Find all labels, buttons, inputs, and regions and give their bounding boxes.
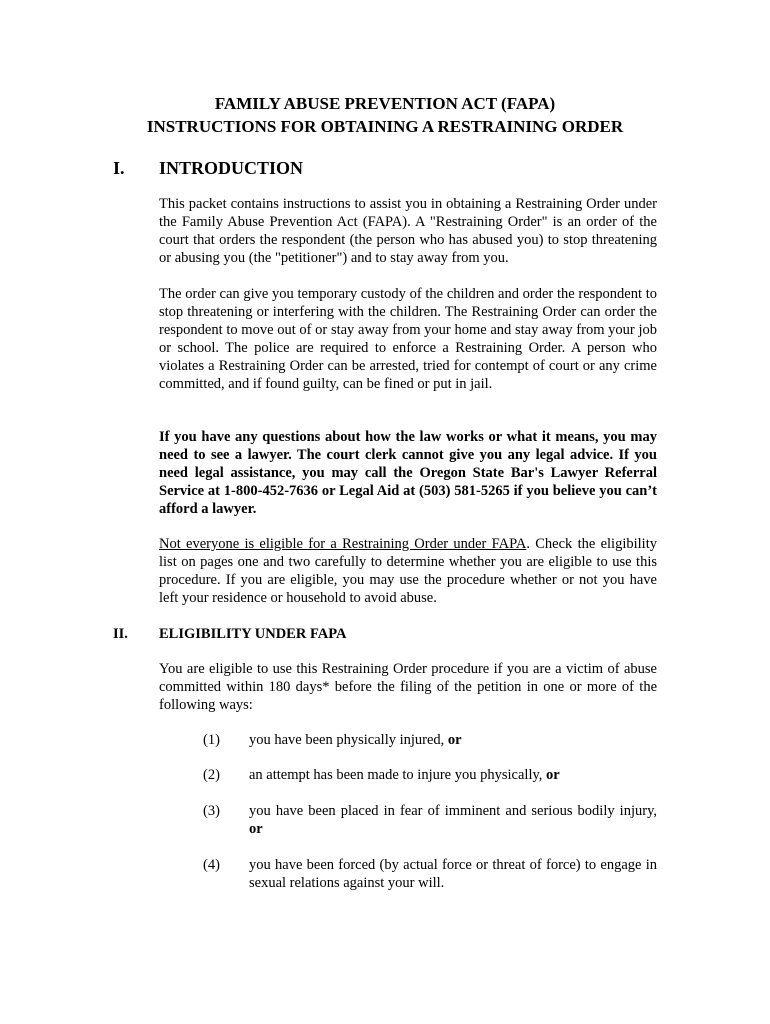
list-item-number: (4): [203, 857, 220, 873]
section-1-number: I.: [113, 158, 125, 178]
intro-paragraph-1: This packet contains instructions to assist you in obtaining a Restraining Order under the Family Abuse Prevention Act (FAPA). A "Restraining Order" is an order of the court that orders the respondent (the person who has abused you) to stop threatening or abusing you (the "petitioner") and to stay away from you.: [159, 196, 657, 266]
intro-paragraph-2: The order can give you temporary custody of the children and order the respondent to stop threatening or interfering with the children. The Restraining Order can order the respondent to move out of or stay away from your home and stay away from your job or school. The police are required to enforce a Restraining Order. A person who violates a Restraining Order can be arrested, tried for contempt of court or any crime committed, and if found guilty, can be fined or put in jail.: [159, 286, 657, 392]
list-item-number: (3): [203, 803, 220, 819]
document-title-line-1: FAMILY ABUSE PREVENTION ACT (FAPA): [214, 94, 556, 113]
list-item: [249, 731, 657, 749]
section-2-number: II.: [113, 626, 128, 642]
list-item-number: (1): [203, 732, 220, 748]
legal-advice-paragraph: If you have any questions about how the law works or what it means, you may need to see a lawyer. The court clerk cannot give you any legal advice. If you need legal assistance, you may call the Oregon State Bar's Lawyer Referral Service at 1-800-452-7636 or Legal Aid at (503) 581-5265 if you believe you can’t afford a lawyer.: [159, 429, 657, 517]
list-item-conjunction: or: [249, 821, 263, 837]
list-item-text: you have been forced (by actual force or threat of force) to engage in sexual relations against your will.: [249, 857, 657, 891]
list-item-conjunction: or: [447, 732, 462, 748]
list-item-text: an attempt has been made to injure you physically,: [249, 767, 547, 783]
eligibility-notice-paragraph: [159, 535, 657, 607]
list-item-text: you have been placed in fear of imminent and serious bodily injury,: [249, 803, 657, 819]
section-2-heading: ELIGIBILITY UNDER FAPA: [159, 626, 347, 642]
eligibility-notice-rest: . Check the eligibility list on pages one and two carefully to determine whether you are eligible to use this procedure. If you are eligible, you may use the procedure whether or not you have left your residence or household to avoid abuse.: [159, 536, 657, 606]
eligibility-notice-underlined: Not everyone is eligible for a Restraining Order under FAPA: [159, 536, 527, 552]
list-item: [249, 802, 657, 838]
document-title-line-2: INSTRUCTIONS FOR OBTAINING A RESTRAINING ORDER: [146, 117, 624, 136]
list-item-conjunction: or: [546, 767, 560, 783]
section-1-heading: INTRODUCTION: [159, 158, 304, 178]
eligibility-intro-paragraph: You are eligible to use this Restraining Order procedure if you are a victim of abuse committed within 180 days* before the filing of the petition in one or more of the following ways:: [159, 661, 657, 713]
list-item: [249, 766, 657, 784]
list-item-text: you have been physically injured,: [249, 732, 448, 748]
list-item-number: (2): [203, 767, 220, 783]
list-item: [249, 856, 657, 892]
